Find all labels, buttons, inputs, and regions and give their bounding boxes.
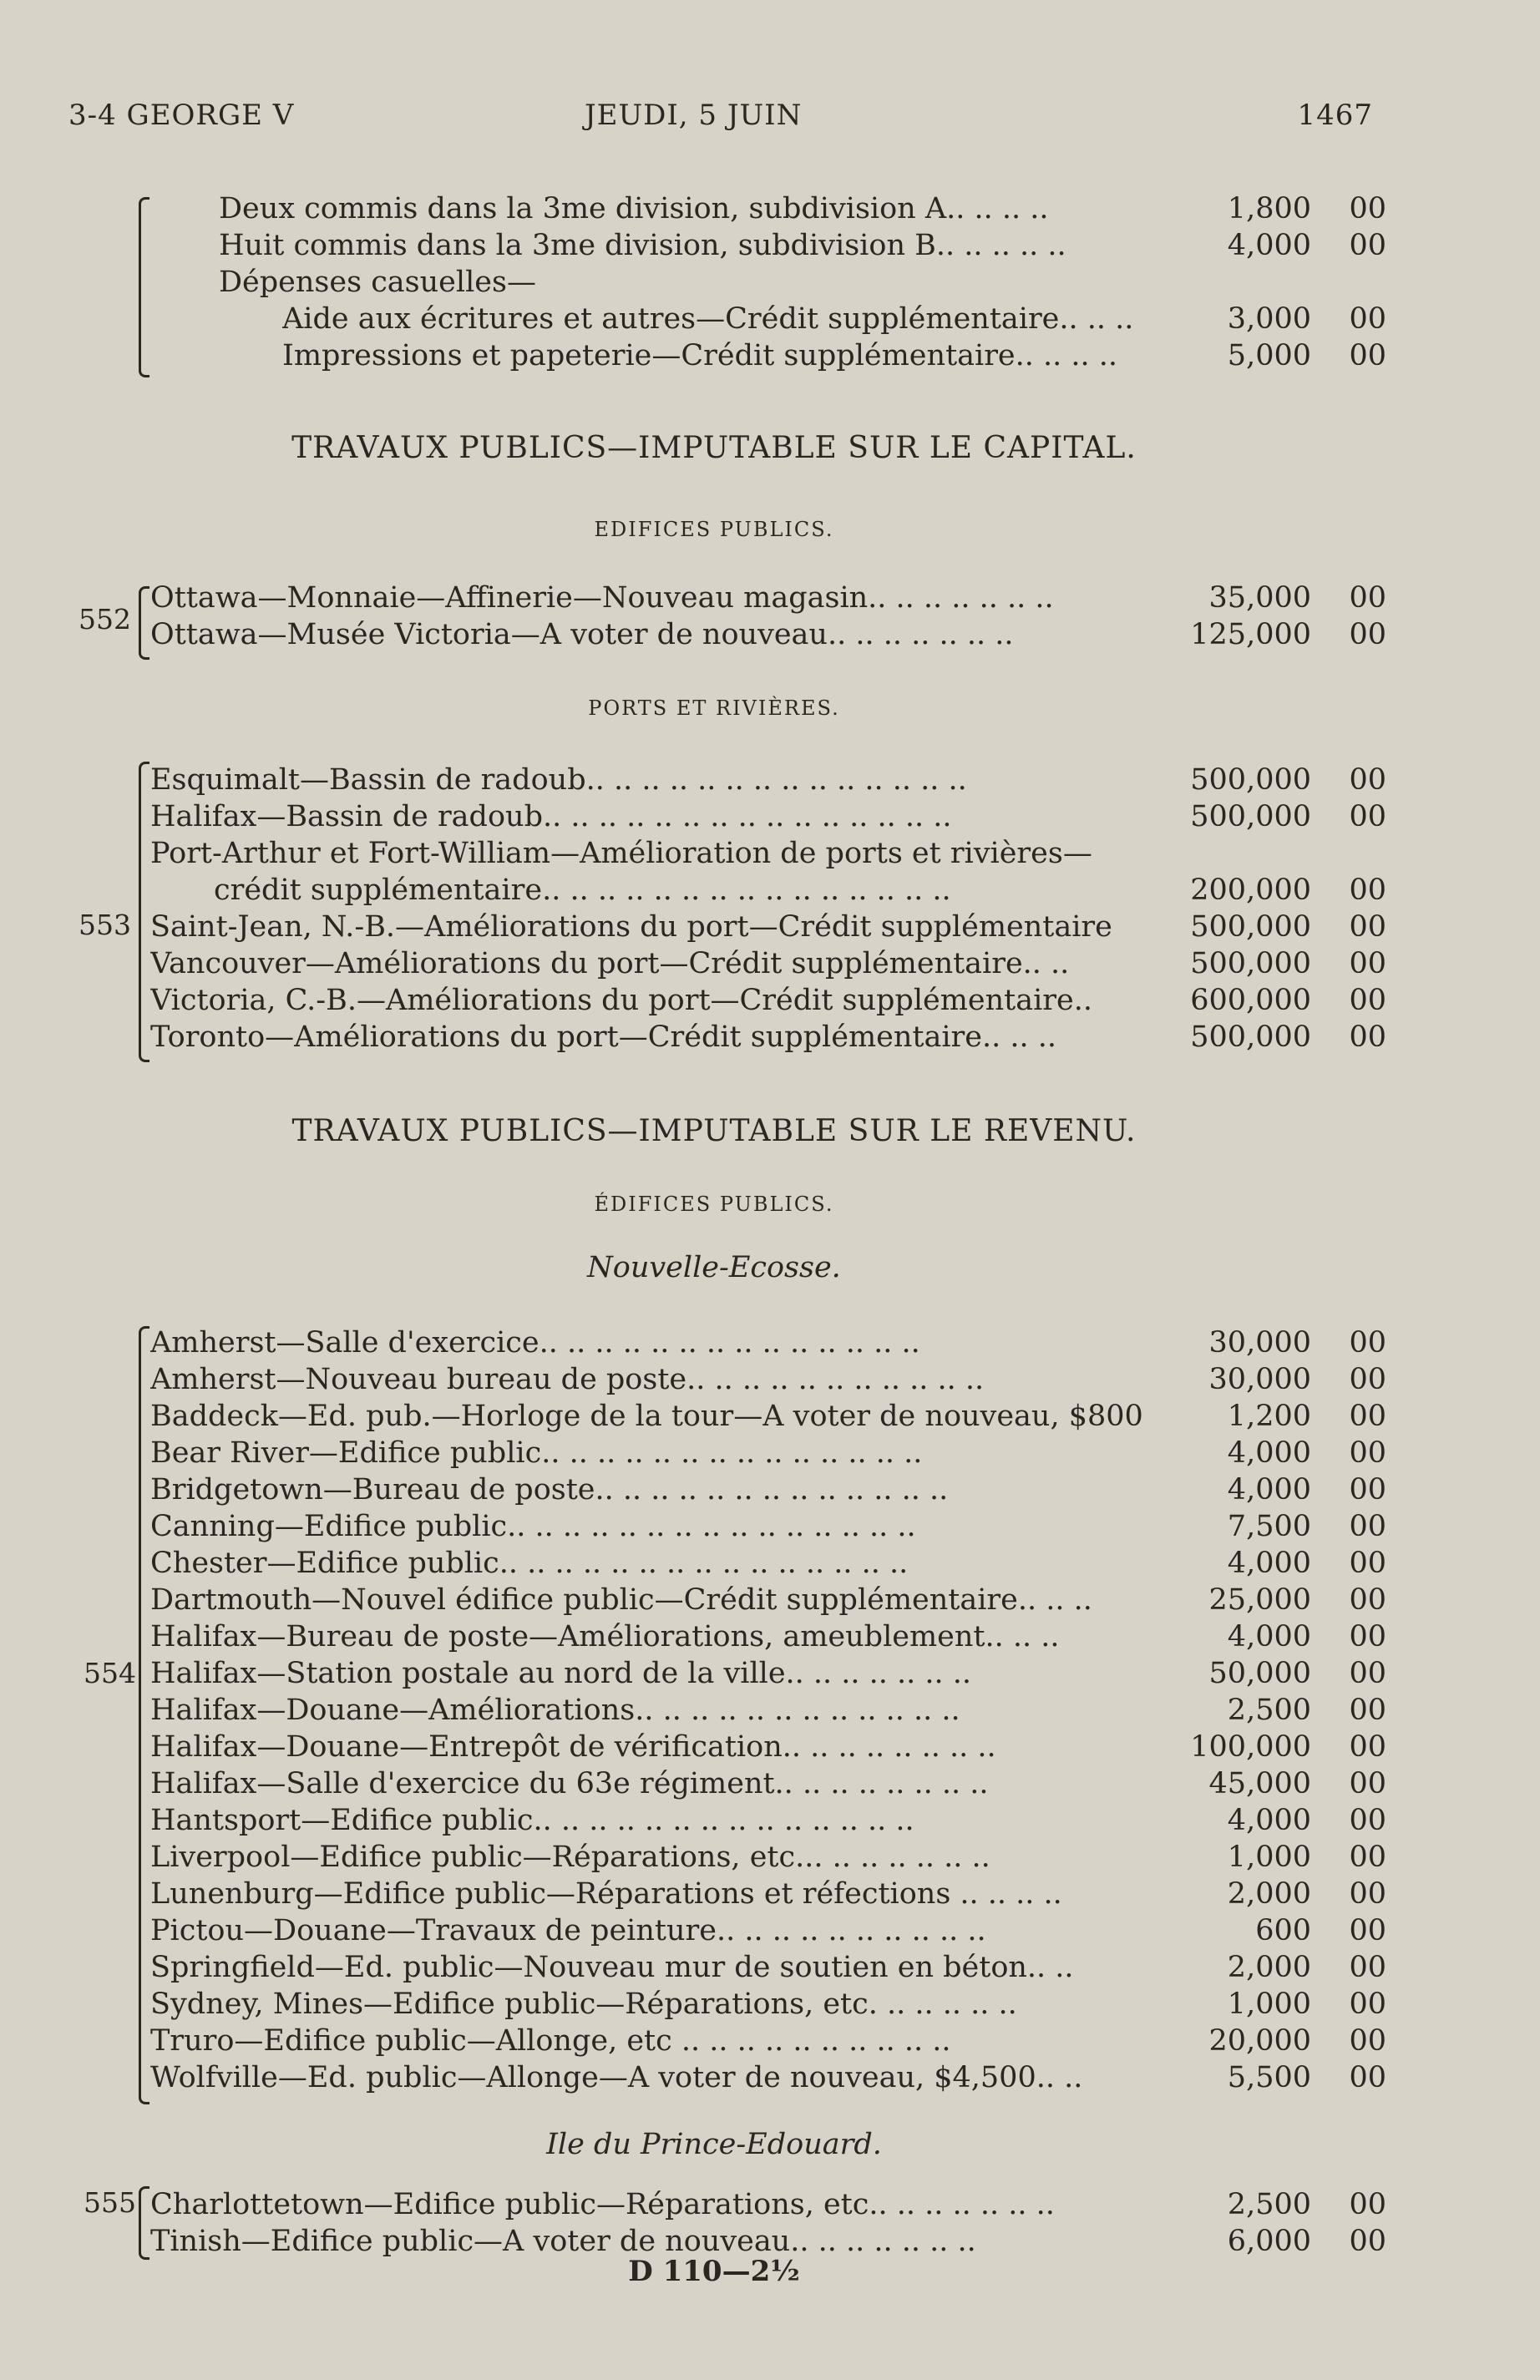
table-row <box>219 264 1386 301</box>
header-date: JEUDI, 5 JUIN <box>585 99 803 132</box>
item-description: Halifax—Bureau de poste—Améliorations, ameublement.. .. .. <box>150 1620 1060 1653</box>
item-amount: 3,000 <box>1227 302 1311 336</box>
item-cents: 00 <box>1349 2024 1386 2058</box>
item-cents: 00 <box>1349 1804 1386 1837</box>
item-amount: 500,000 <box>1190 1020 1311 1054</box>
item-description: Lunenburg—Edifice public—Réparations et réfections .. .. .. .. <box>150 1877 1062 1911</box>
item-amount: 5,000 <box>1227 339 1311 372</box>
item-amount: 30,000 <box>1208 1326 1311 1360</box>
item-amount: 1,800 <box>1227 192 1311 225</box>
table-row <box>150 909 1386 945</box>
item-description: Esquimalt—Bassin de radoub.. .. .. .. .. .. .. .. .. .. .. .. .. .. <box>150 763 967 797</box>
item-amount: 30,000 <box>1208 1363 1311 1396</box>
table-row <box>150 1618 1386 1655</box>
item-amount: 4,000 <box>1227 1436 1311 1470</box>
table-row <box>150 1912 1386 1949</box>
vote-number-552: 552 <box>79 603 131 636</box>
item-amount: 4,000 <box>1227 229 1311 262</box>
table-row <box>150 872 1386 909</box>
item-cents: 00 <box>1349 1620 1386 1653</box>
item-description: Bear River—Edifice public.. .. .. .. .. .. .. .. .. .. .. .. .. .. <box>150 1436 923 1470</box>
item-description: Toronto—Améliorations du port—Crédit supplémentaire.. .. .. <box>150 1020 1056 1054</box>
table-row <box>150 1986 1386 2023</box>
item-description: Saint-Jean, N.-B.—Améliorations du port—Crédit supplémentaire <box>150 910 1112 944</box>
item-description: Baddeck—Ed. pub.—Horloge de la tour—A voter de nouveau, $800 <box>150 1400 1143 1433</box>
item-amount: 25,000 <box>1208 1583 1311 1617</box>
items-554 <box>150 1324 1386 2096</box>
table-row <box>150 1876 1386 1912</box>
item-amount: 20,000 <box>1208 2024 1311 2058</box>
item-cents: 00 <box>1349 1473 1386 1506</box>
table-row <box>150 982 1386 1019</box>
item-amount: 4,000 <box>1227 1547 1311 1580</box>
items-555 <box>150 2186 1386 2260</box>
vote-number-554: 554 <box>84 1657 136 1689</box>
item-amount: 50,000 <box>1208 1657 1311 1690</box>
item-amount: 35,000 <box>1208 581 1311 615</box>
item-description: Dépenses casuelles— <box>219 266 536 299</box>
item-cents: 00 <box>1349 1988 1386 2021</box>
item-description: Impressions et papeterie—Crédit supplémentaire.. .. .. .. <box>282 339 1118 372</box>
item-cents: 00 <box>1349 1694 1386 1727</box>
section-title-capital: TRAVAUX PUBLICS—IMPUTABLE SUR LE CAPITAL. <box>291 431 1137 465</box>
item-amount: 4,000 <box>1227 1620 1311 1653</box>
item-description: Ottawa—Monnaie—Affinerie—Nouveau magasin.. .. .. .. .. .. .. <box>150 581 1054 615</box>
table-row <box>150 1435 1386 1471</box>
section-title-revenu: TRAVAUX PUBLICS—IMPUTABLE SUR LE REVENU. <box>291 1114 1137 1148</box>
item-cents: 00 <box>1349 800 1386 833</box>
item-cents: 00 <box>1349 1510 1386 1543</box>
item-cents: 00 <box>1349 947 1386 980</box>
table-row <box>219 227 1386 264</box>
table-row <box>150 2186 1386 2223</box>
table-row <box>219 301 1386 337</box>
item-description: Chester—Edifice public.. .. .. .. .. .. .. .. .. .. .. .. .. .. .. <box>150 1547 909 1580</box>
item-amount: 600 <box>1255 1914 1311 1947</box>
item-amount: 100,000 <box>1190 1730 1311 1764</box>
item-cents: 00 <box>1349 1583 1386 1617</box>
header-session: 3-4 GEORGE V <box>68 99 295 132</box>
item-description: Canning—Edifice public.. .. .. .. .. .. .. .. .. .. .. .. .. .. .. <box>150 1510 916 1543</box>
item-amount: 2,000 <box>1227 1877 1311 1911</box>
item-amount: 500,000 <box>1190 800 1311 833</box>
item-description: Pictou—Douane—Travaux de peinture.. .. .. .. .. .. .. .. .. .. <box>150 1914 986 1947</box>
brace-555 <box>139 2186 149 2260</box>
item-amount: 600,000 <box>1190 984 1311 1017</box>
table-row <box>150 1802 1386 1839</box>
item-amount: 1,000 <box>1227 1841 1311 1874</box>
item-amount: 4,000 <box>1227 1473 1311 1506</box>
table-row <box>150 1765 1386 1802</box>
table-row <box>150 580 1386 616</box>
item-description: Port-Arthur et Fort-William—Amélioration de ports et rivières— <box>150 837 1092 870</box>
item-cents: 00 <box>1349 2188 1386 2221</box>
item-cents: 00 <box>1349 763 1386 797</box>
item-cents: 00 <box>1349 1914 1386 1947</box>
item-cents: 00 <box>1349 302 1386 336</box>
item-cents: 00 <box>1349 1841 1386 1874</box>
table-row <box>150 1019 1386 1056</box>
table-row <box>150 798 1386 835</box>
header-page-number: 1467 <box>1297 99 1373 132</box>
item-description: Sydney, Mines—Edifice public—Réparations, etc. .. .. .. .. .. <box>150 1988 1017 2021</box>
item-amount: 125,000 <box>1190 618 1311 651</box>
subtitle-ports-rivieres: PORTS ET RIVIÈRES. <box>588 696 840 720</box>
item-cents: 00 <box>1349 1436 1386 1470</box>
vote-number-553: 553 <box>79 909 131 941</box>
brace-554 <box>139 1326 149 2104</box>
item-cents: 00 <box>1349 229 1386 262</box>
item-cents: 00 <box>1349 1730 1386 1764</box>
item-cents: 00 <box>1349 1657 1386 1690</box>
province-title-nova-scotia: Nouvelle-Ecosse. <box>587 1251 841 1284</box>
item-cents: 00 <box>1349 1951 1386 1984</box>
item-description: Amherst—Nouveau bureau de poste.. .. .. .. .. .. .. .. .. .. .. <box>150 1363 985 1396</box>
item-description: Victoria, C.-B.—Améliorations du port—Crédit supplémentaire.. <box>150 984 1092 1017</box>
item-cents: 00 <box>1349 984 1386 1017</box>
brace-553 <box>139 762 149 1062</box>
subtitle-edifices-publics: EDIFICES PUBLICS. <box>594 518 834 541</box>
item-description: crédit supplémentaire.. .. .. .. .. .. .. .. .. .. .. .. .. .. .. <box>214 874 951 907</box>
item-cents: 00 <box>1349 1363 1386 1396</box>
table-row <box>150 1398 1386 1435</box>
top-items <box>219 190 1386 374</box>
item-cents: 00 <box>1349 1547 1386 1580</box>
table-row <box>150 945 1386 982</box>
item-description: Vancouver—Améliorations du port—Crédit supplémentaire.. .. <box>150 947 1070 980</box>
item-description: Truro—Edifice public—Allonge, etc .. .. .. .. .. .. .. .. .. .. <box>150 2024 951 2058</box>
table-row <box>150 1324 1386 1361</box>
province-title-pei: Ile du Prince-Edouard. <box>546 2128 882 2161</box>
item-amount: 2,500 <box>1227 2188 1311 2221</box>
item-description: Hantsport—Edifice public.. .. .. .. .. .. .. .. .. .. .. .. .. .. <box>150 1804 914 1837</box>
item-amount: 2,000 <box>1227 1951 1311 1984</box>
table-row <box>150 762 1386 798</box>
item-description: Tinish—Edifice public—A voter de nouveau.. .. .. .. .. .. .. <box>150 2225 976 2258</box>
vote-number-555: 555 <box>84 2186 136 2219</box>
item-cents: 00 <box>1349 618 1386 651</box>
item-description: Bridgetown—Bureau de poste.. .. .. .. .. .. .. .. .. .. .. .. .. <box>150 1473 949 1506</box>
table-row <box>150 835 1386 872</box>
item-description: Dartmouth—Nouvel édifice public—Crédit supplémentaire.. .. .. <box>150 1583 1092 1617</box>
table-row <box>150 1545 1386 1582</box>
item-description: Deux commis dans la 3me division, subdivision A.. .. .. .. <box>219 192 1049 225</box>
footer-signature: D 110—2½ <box>628 2255 800 2288</box>
item-description: Halifax—Station postale au nord de la ville.. .. .. .. .. .. .. <box>150 1657 972 1690</box>
item-description: Springfield—Ed. public—Nouveau mur de soutien en béton.. .. <box>150 1951 1074 1984</box>
item-description: Liverpool—Edifice public—Réparations, etc... .. .. .. .. .. .. <box>150 1841 990 1874</box>
items-553 <box>150 762 1386 1056</box>
item-cents: 00 <box>1349 581 1386 615</box>
item-description: Halifax—Salle d'exercice du 63e régiment.. .. .. .. .. .. .. .. <box>150 1767 989 1800</box>
item-description: Huit commis dans la 3me division, subdivision B.. .. .. .. .. <box>219 229 1066 262</box>
table-row <box>150 2023 1386 2059</box>
item-amount: 2,500 <box>1227 1694 1311 1727</box>
item-cents: 00 <box>1349 910 1386 944</box>
item-amount: 1,200 <box>1227 1400 1311 1433</box>
items-552 <box>150 580 1386 653</box>
item-cents: 00 <box>1349 2061 1386 2094</box>
item-cents: 00 <box>1349 1020 1386 1054</box>
item-cents: 00 <box>1349 339 1386 372</box>
brace-552 <box>139 586 149 660</box>
item-amount: 500,000 <box>1190 910 1311 944</box>
table-row <box>150 1839 1386 1876</box>
table-row <box>150 1508 1386 1545</box>
item-amount: 7,500 <box>1227 1510 1311 1543</box>
item-amount: 500,000 <box>1190 947 1311 980</box>
item-cents: 00 <box>1349 192 1386 225</box>
table-row <box>150 1361 1386 1398</box>
item-description: Halifax—Douane—Entrepôt de vérification.. .. .. .. .. .. .. .. <box>150 1730 996 1764</box>
item-cents: 00 <box>1349 874 1386 907</box>
item-amount: 4,000 <box>1227 1804 1311 1837</box>
item-cents: 00 <box>1349 1400 1386 1433</box>
table-row <box>150 1655 1386 1692</box>
item-cents: 00 <box>1349 1326 1386 1360</box>
item-description: Amherst—Salle d'exercice.. .. .. .. .. .. .. .. .. .. .. .. .. .. <box>150 1326 920 1360</box>
item-cents: 00 <box>1349 2225 1386 2258</box>
table-row <box>150 1729 1386 1765</box>
table-row <box>219 190 1386 227</box>
item-cents: 00 <box>1349 1767 1386 1800</box>
table-row <box>150 1692 1386 1729</box>
table-row <box>150 2059 1386 2096</box>
brace-top <box>139 197 149 377</box>
table-row <box>150 1471 1386 1508</box>
item-amount: 5,500 <box>1227 2061 1311 2094</box>
item-amount: 45,000 <box>1208 1767 1311 1800</box>
item-description: Aide aux écritures et autres—Crédit supplémentaire.. .. .. <box>282 302 1134 336</box>
item-description: Halifax—Douane—Améliorations.. .. .. .. .. .. .. .. .. .. .. .. <box>150 1694 960 1727</box>
item-description: Ottawa—Musée Victoria—A voter de nouveau.. .. .. .. .. .. .. <box>150 618 1014 651</box>
item-amount: 1,000 <box>1227 1988 1311 2021</box>
item-description: Charlottetown—Edifice public—Réparations, etc.. .. .. .. .. .. .. <box>150 2188 1055 2221</box>
table-row <box>150 616 1386 653</box>
table-row <box>150 1582 1386 1618</box>
item-description: Halifax—Bassin de radoub.. .. .. .. .. .. .. .. .. .. .. .. .. .. .. <box>150 800 952 833</box>
subtitle-edifices-publics-2: ÉDIFICES PUBLICS. <box>594 1193 834 1216</box>
table-row <box>219 337 1386 374</box>
item-amount: 500,000 <box>1190 763 1311 797</box>
item-amount: 200,000 <box>1190 874 1311 907</box>
table-row <box>150 1949 1386 1986</box>
item-cents: 00 <box>1349 1877 1386 1911</box>
item-description: Wolfville—Ed. public—Allonge—A voter de nouveau, $4,500.. .. <box>150 2061 1083 2094</box>
item-amount: 6,000 <box>1227 2225 1311 2258</box>
